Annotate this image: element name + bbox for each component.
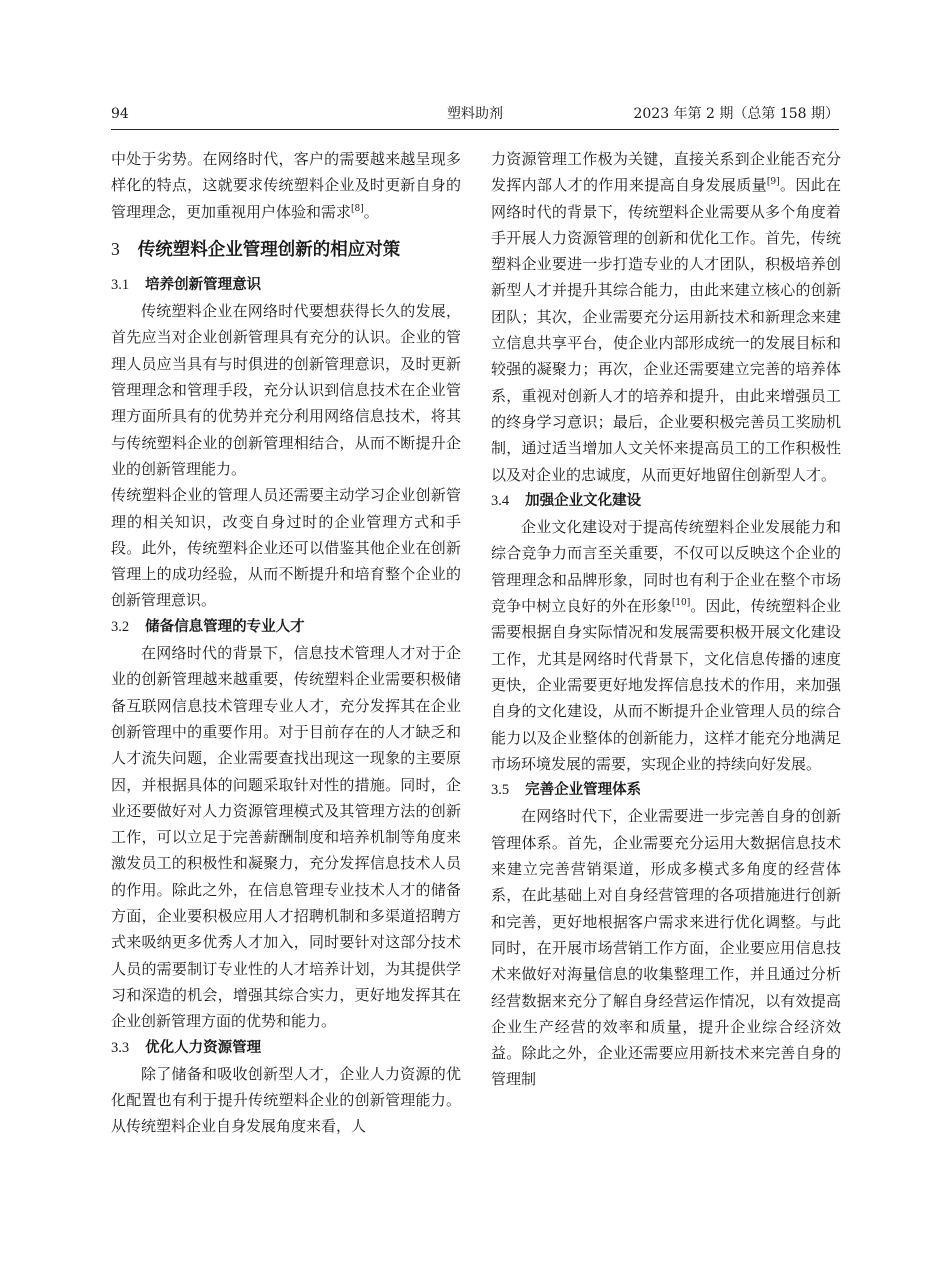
citation-ref[interactable]: [8] — [351, 203, 364, 214]
section-heading-3: 3 传统塑料企业管理创新的相应对策 — [111, 238, 401, 260]
citation-ref[interactable]: [10] — [671, 598, 691, 609]
issue-info: 2023 年第 2 期（总第 158 期） — [633, 106, 839, 122]
subsection-heading-3-3: 3.3 优化人力资源管理 — [111, 1039, 262, 1056]
right-column — [491, 146, 841, 1093]
subsection-heading-3-4: 3.4 加强企业文化建设 — [491, 492, 642, 509]
paragraph: 在网络时代的背景下，信息技术管理人才对于企业的创新管理越来越重要，传统塑料企业需要积极储备互联网信息技术管理专业人才，充分发挥其在企业创新管理中的重要作用。对于目前存在的人才缺乏和人才流失问题，企业需要查找出现这一现象的主要原因，并根据具体的问题采取针对性的措施。同时，企业还要做好对人力资源管理模式及其管理方法的创新工作，可以立足于完善薪酬制度和培养机制等角度来激发员工的积极性和凝聚力，充分发挥信息技术人员的作用。除此之外，在信息管理专业技术人才的储备方面，企业要积极应用人才招聘机制和多渠道招聘方式来吸纳更多优秀人才加入，同时要针对这部分技术人员的需要制订专业性的人才培养计划，为其提供学习和深造的机会，增强其综合实力，更好地发挥其在企业创新管理方面的优势和能力。 — [111, 644, 461, 1031]
paragraph: 除了储备和吸收创新型人才，企业人力资源的优化配置也有利于提升传统塑料企业的创新管理能力。从传统塑料企业自身发展角度来看，人 — [111, 1064, 461, 1136]
paragraph: 在网络时代下，企业需要进一步完善自身的创新管理体系。首先，企业需要充分运用大数据信息技术来建立完善营销渠道，形成多模式多角度的经营体系，在此基础上对自身经营管理的各项措施进行创新和完善，更好地根据客户需求来进行优化调整。与此同时，在开展市场营销工作方面，企业要应用信息技术来做好对海量信息的收集整理工作，并且通过分析经营数据来充分了解自身经营运作情况，以有效提高企业生产经营的效率和质量，提升企业综合经济效益。除此之外，企业还需要应用新技术来完善自身的管理制 — [491, 807, 841, 1089]
page-number: 94 — [111, 106, 129, 122]
running-header — [111, 103, 839, 125]
paragraph-continued: 中处于劣势。在网络时代，客户的需要越来越呈现多样化的特点，这就要求传统塑料企业及时更新自身的管理理念，更加重视用户体验和需求[8]。 — [111, 150, 461, 221]
paragraph: 传统塑料企业在网络时代要想获得长久的发展，首先应当对企业创新管理具有充分的认识。企业的管理人员应当具有与时俱进的创新管理意识，及时更新管理理念和管理手段，充分认识到信息技术在企业管理方面所具有的优势并充分利用网络信息技术，将其与传统塑料企业的创新管理相结合，从而不断提升企业的创新管理能力。 — [111, 302, 461, 478]
subsection-heading-3-5: 3.5 完善企业管理体系 — [491, 782, 642, 799]
subsection-heading-3-1: 3.1 培养创新管理意识 — [111, 276, 262, 293]
left-column — [111, 146, 461, 1140]
subsection-heading-3-2: 3.2 储备信息管理的专业人才 — [111, 618, 305, 635]
header-rule — [111, 129, 839, 130]
citation-ref[interactable]: [9] — [766, 177, 780, 188]
paragraph: 传统塑料企业的管理人员还需要主动学习企业创新管理的相关知识，改变自身过时的企业管理方式和手段。此外，传统塑料企业还可以借鉴其他企业在创新管理上的成功经验，从而不断提升和培育整个企业的创新管理意识。 — [111, 486, 461, 610]
paragraph: 企业文化建设对于提高传统塑料企业发展能力和综合竞争力而言至关重要，不仅可以反映这个企业的管理理念和品牌形象，同时也有利于企业在整个市场竞争中树立良好的外在形象[10]。因此，传统塑料企业需要根据自身实际情况和发展需要积极开展文化建设工作，尤其是网络时代背景下，文化信息传播的速度更快，企业需要更好地发挥信息技术的作用，来加强自身的文化建设，从而不断提升企业管理人员的综合能力以及企业整体的创新能力，这样才能充分地满足市场环境发展的需要，实现企业的持续向好发展。 — [491, 518, 841, 773]
paragraph-continued: 力资源管理工作极为关键，直接关系到企业能否充分发挥内部人才的作用来提高自身发展质量[9]。因此在网络时代的背景下，传统塑料企业需要从多个角度着手开展人力资源管理的创新和优化工作。首先，传统塑料企业要进一步打造专业的人才团队，积极培养创新型人才并提升其综合能力，由此来建立核心的创新团队；其次，企业需要充分运用新技术和新理念来建立信息共享平台，使企业内部形成统一的发展目标和较强的凝聚力；再次，企业还需要建立完善的培养体系，重视对创新人才的培养和提升，由此来增强员工的终身学习意识；最后，企业要积极完善员工奖励机制，通过适当增加人文关怀来提高员工的工作积极性以及对企业的忠诚度，从而更好地留住创新型人才。 — [491, 150, 841, 484]
journal-title: 塑料助剂 — [447, 106, 503, 122]
